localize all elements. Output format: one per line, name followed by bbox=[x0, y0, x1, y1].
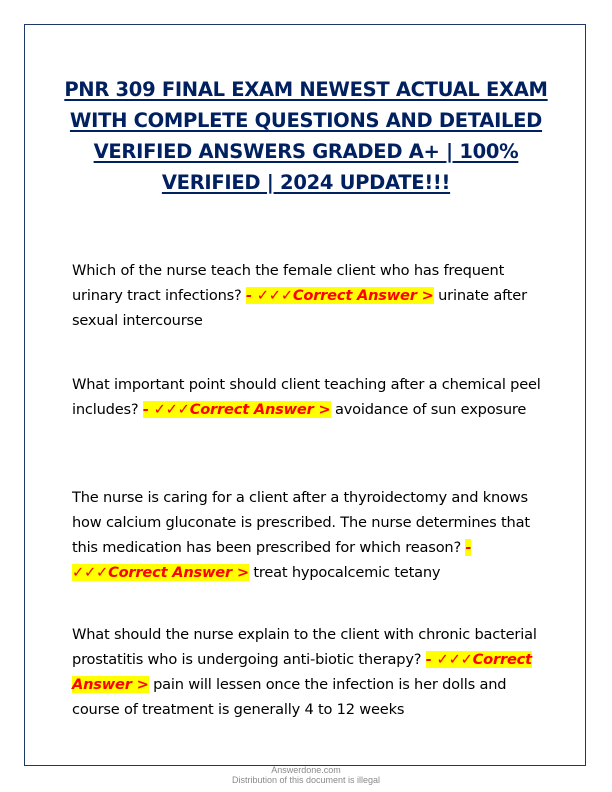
qa-item-1 bbox=[72, 258, 550, 333]
correct-answer-marker: - ✓✓✓Correct Answer > bbox=[72, 651, 532, 693]
qa-item-3 bbox=[72, 485, 550, 585]
qa-item-2 bbox=[72, 372, 550, 422]
question-text: The nurse is caring for a client after a thyroidectomy and knows how calcium gluconate is prescribed. The nurse determines that this medication has been prescribed for which reason? bbox=[72, 489, 530, 556]
correct-answer-marker: - ✓✓✓Correct Answer > bbox=[72, 539, 472, 581]
question-text: Which of the nurse teach the female client who has frequent urinary tract infections? bbox=[72, 262, 505, 304]
question-text: What important point should client teaching after a chemical peel includes? bbox=[72, 376, 541, 418]
qa-item-4 bbox=[72, 622, 550, 722]
footer-note: Distribution of this document is illegal bbox=[231, 775, 381, 785]
answer-text: treat hypocalcemic tetany bbox=[253, 564, 441, 581]
footer-site: Answerdone.com bbox=[271, 765, 341, 775]
answer-text: avoidance of sun exposure bbox=[334, 401, 527, 418]
correct-answer-marker: - ✓✓✓Correct Answer > bbox=[142, 401, 331, 418]
answer-text: pain will lessen once the infection is her dolls and course of treatment is generally 4 to 12 weeks bbox=[72, 676, 507, 718]
question-text: What should the nurse explain to the client with chronic bacterial prostatitis who is undergoing anti-biotic therapy? bbox=[72, 626, 537, 668]
answer-text: urinate after sexual intercourse bbox=[72, 287, 527, 329]
correct-answer-marker: - ✓✓✓Correct Answer > bbox=[246, 287, 434, 304]
document-title: PNR 309 FINAL EXAM NEWEST ACTUAL EXAM WITH COMPLETE QUESTIONS AND DETAILED VERIFIED ANSWERS GRADED A+ | 100% VERIFIED | 2024 UPDATE!!! bbox=[64, 78, 548, 194]
